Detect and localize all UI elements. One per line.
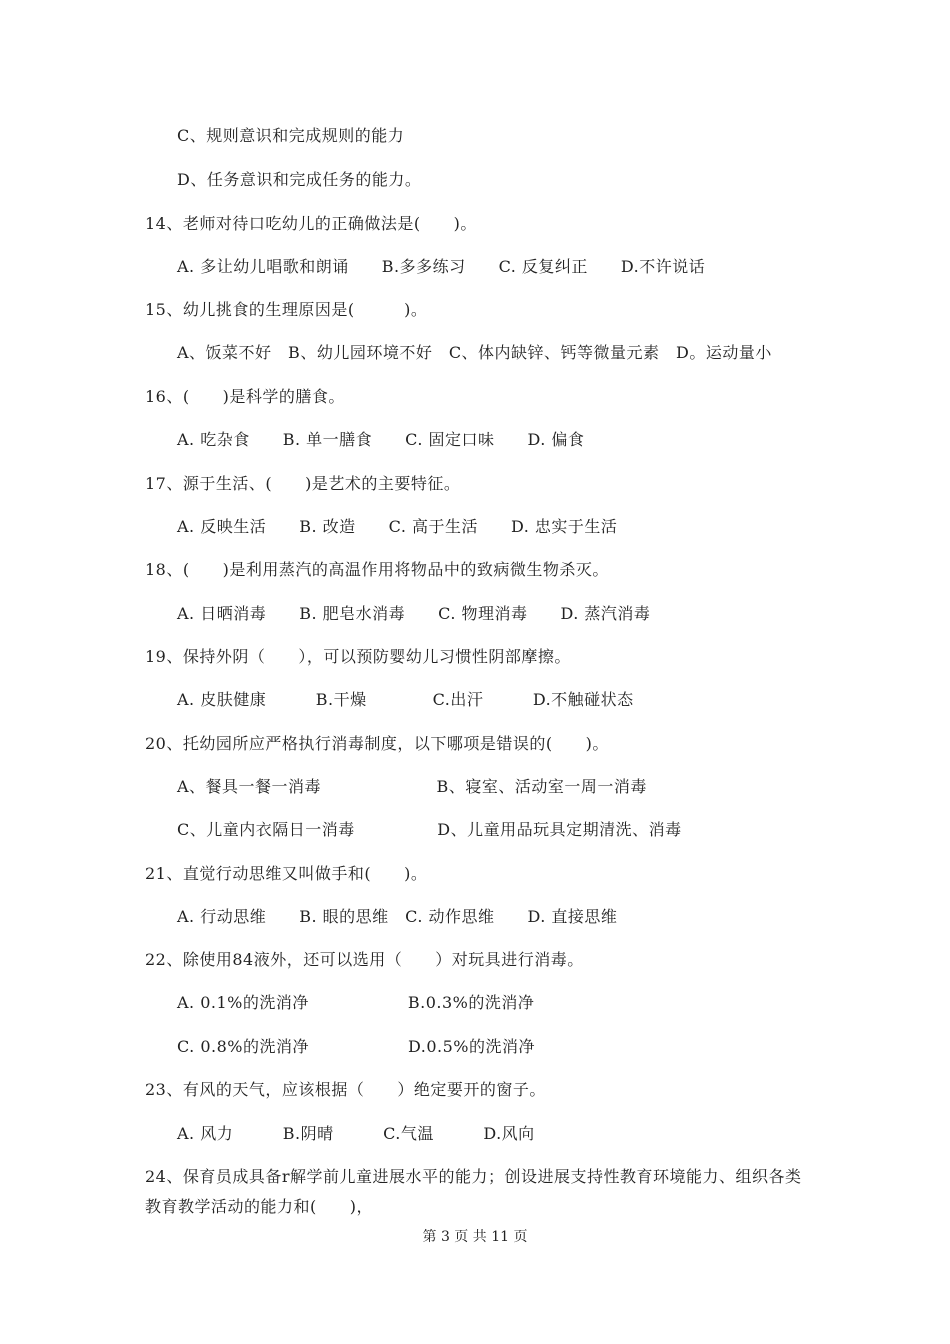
question-15: 15、幼儿挑食的生理原因是( )。: [145, 300, 428, 319]
question-16: 16、( )是科学的膳食。: [145, 387, 345, 406]
options-17: A. 反映生活 B. 改造 C. 高于生活 D. 忠实于生活: [177, 517, 618, 536]
options-15: A、饭菜不好 B、幼儿园环境不好 C、体内缺锌、钙等微量元素 D。运动量小: [177, 343, 772, 362]
options-22-cd: C. 0.8%的洗消净 D.0.5%的洗消净: [177, 1037, 535, 1056]
options-19: A. 皮肤健康 B.干燥 C.出汗 D.不触碰状态: [177, 690, 634, 709]
options-18: A. 日晒消毒 B. 肥皂水消毒 C. 物理消毒 D. 蒸汽消毒: [177, 604, 651, 623]
question-20: 20、托幼园所应严格执行消毒制度，以下哪项是错误的( )。: [145, 734, 609, 753]
question-24: 24、保育员成具备r解学前儿童进展水平的能力；创设进展支持性教育环境能力、组织各类: [145, 1167, 802, 1186]
options-16: A. 吃杂食 B. 单一膳食 C. 固定口味 D. 偏食: [177, 430, 585, 449]
option-13d: D、任务意识和完成任务的能力。: [177, 170, 422, 189]
question-22: 22、除使用84液外，还可以选用（ ）对玩具进行消毒。: [145, 950, 584, 969]
question-24-cont: 教育教学活动的能力和( )，: [145, 1197, 373, 1216]
option-13c: C、规则意识和完成规则的能力: [177, 126, 405, 145]
options-22-ab: A. 0.1%的洗消净 B.0.3%的洗消净: [177, 993, 535, 1012]
question-19: 19、保持外阴（ ），可以预防婴幼儿习惯性阴部摩擦。: [145, 647, 571, 666]
question-18: 18、( )是利用蒸汽的高温作用将物品中的致病微生物杀灭。: [145, 560, 609, 579]
options-14: A. 多让幼儿唱歌和朗诵 B.多多练习 C. 反复纠正 D.不许说话: [177, 257, 706, 276]
options-21: A. 行动思维 B. 眼的思维 C. 动作思维 D. 直接思维: [177, 907, 618, 926]
question-21: 21、直觉行动思维又叫做手和( )。: [145, 864, 428, 883]
question-14: 14、老师对待口吃幼儿的正确做法是( )。: [145, 214, 477, 233]
options-23: A. 风力 B.阴晴 C.气温 D.风向: [177, 1124, 535, 1143]
options-20-cd: C、儿童内衣隔日一消毒 D、儿童用品玩具定期清洗、消毒: [177, 820, 682, 839]
options-20-ab: A、餐具一餐一消毒 B、寝室、活动室一周一消毒: [177, 777, 647, 796]
question-17: 17、源于生活、( )是艺术的主要特征。: [145, 474, 461, 493]
page-footer: 第 3 页 共 11 页: [422, 1229, 528, 1245]
question-23: 23、有风的天气，应该根据（ ）绝定要开的窗子。: [145, 1080, 546, 1099]
